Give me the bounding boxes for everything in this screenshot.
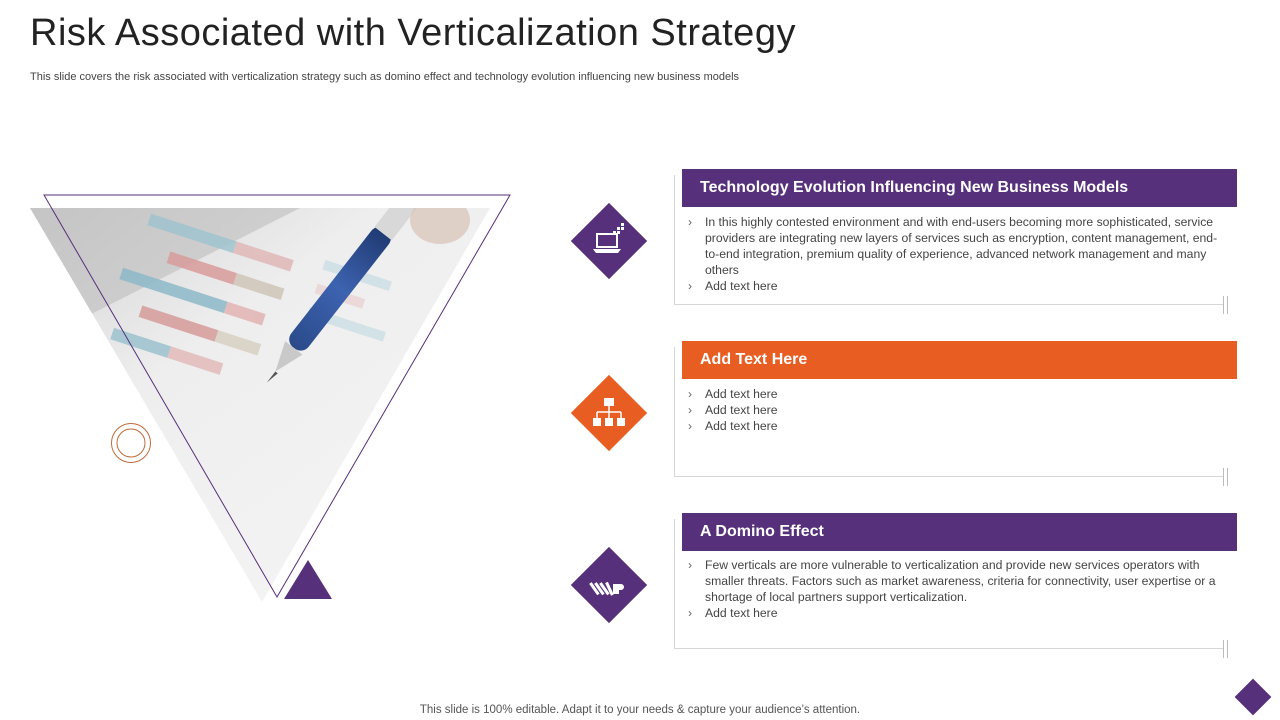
card-1-bullets [688,214,1218,294]
list-item: › In this highly contested environment and with end-users becoming more sophisticated, service providers are integrating new layers of services such as encryption, content management, end-to-end integration, premium quality of experience, advanced network management and many others [688,214,1218,278]
organization-chart-icon [587,392,631,436]
list-item: › Add text here [688,418,1218,434]
card-2-frame-tick [1223,468,1228,486]
laptop-icon [587,220,631,264]
list-item: › Add text here [688,386,1218,402]
card-1-frame-tick [1223,296,1228,314]
card-2-bullets [688,386,1218,434]
hero-triangle-image [0,0,560,620]
decorative-rings-icon [110,422,152,464]
card-3-frame-tick [1223,640,1228,658]
card-2-heading: Add Text Here [682,341,1237,379]
card-3-heading: A Domino Effect [682,513,1237,551]
list-item: › Add text here [688,605,1218,621]
domino-hand-icon [587,564,631,608]
slide-title: Risk Associated with Verticalization Strategy [30,12,796,54]
list-item: › Add text here [688,278,1218,294]
card-3-bullets [688,557,1218,621]
card-1-heading: Technology Evolution Influencing New Business Models [682,169,1237,207]
list-item: › Few verticals are more vulnerable to verticalization and provide new services operators with smaller threats. Factors such as market awareness, criteria for connectivity, user expertise or a shortage of local partners support verticalization. [688,557,1218,605]
list-item: › Add text here [688,402,1218,418]
slide-footer: This slide is 100% editable. Adapt it to your needs & capture your audience’s attention. [419,704,861,716]
slide-subtitle: This slide covers the risk associated with verticalization strategy such as domino effect and technology evolution influencing new business models [30,71,740,83]
